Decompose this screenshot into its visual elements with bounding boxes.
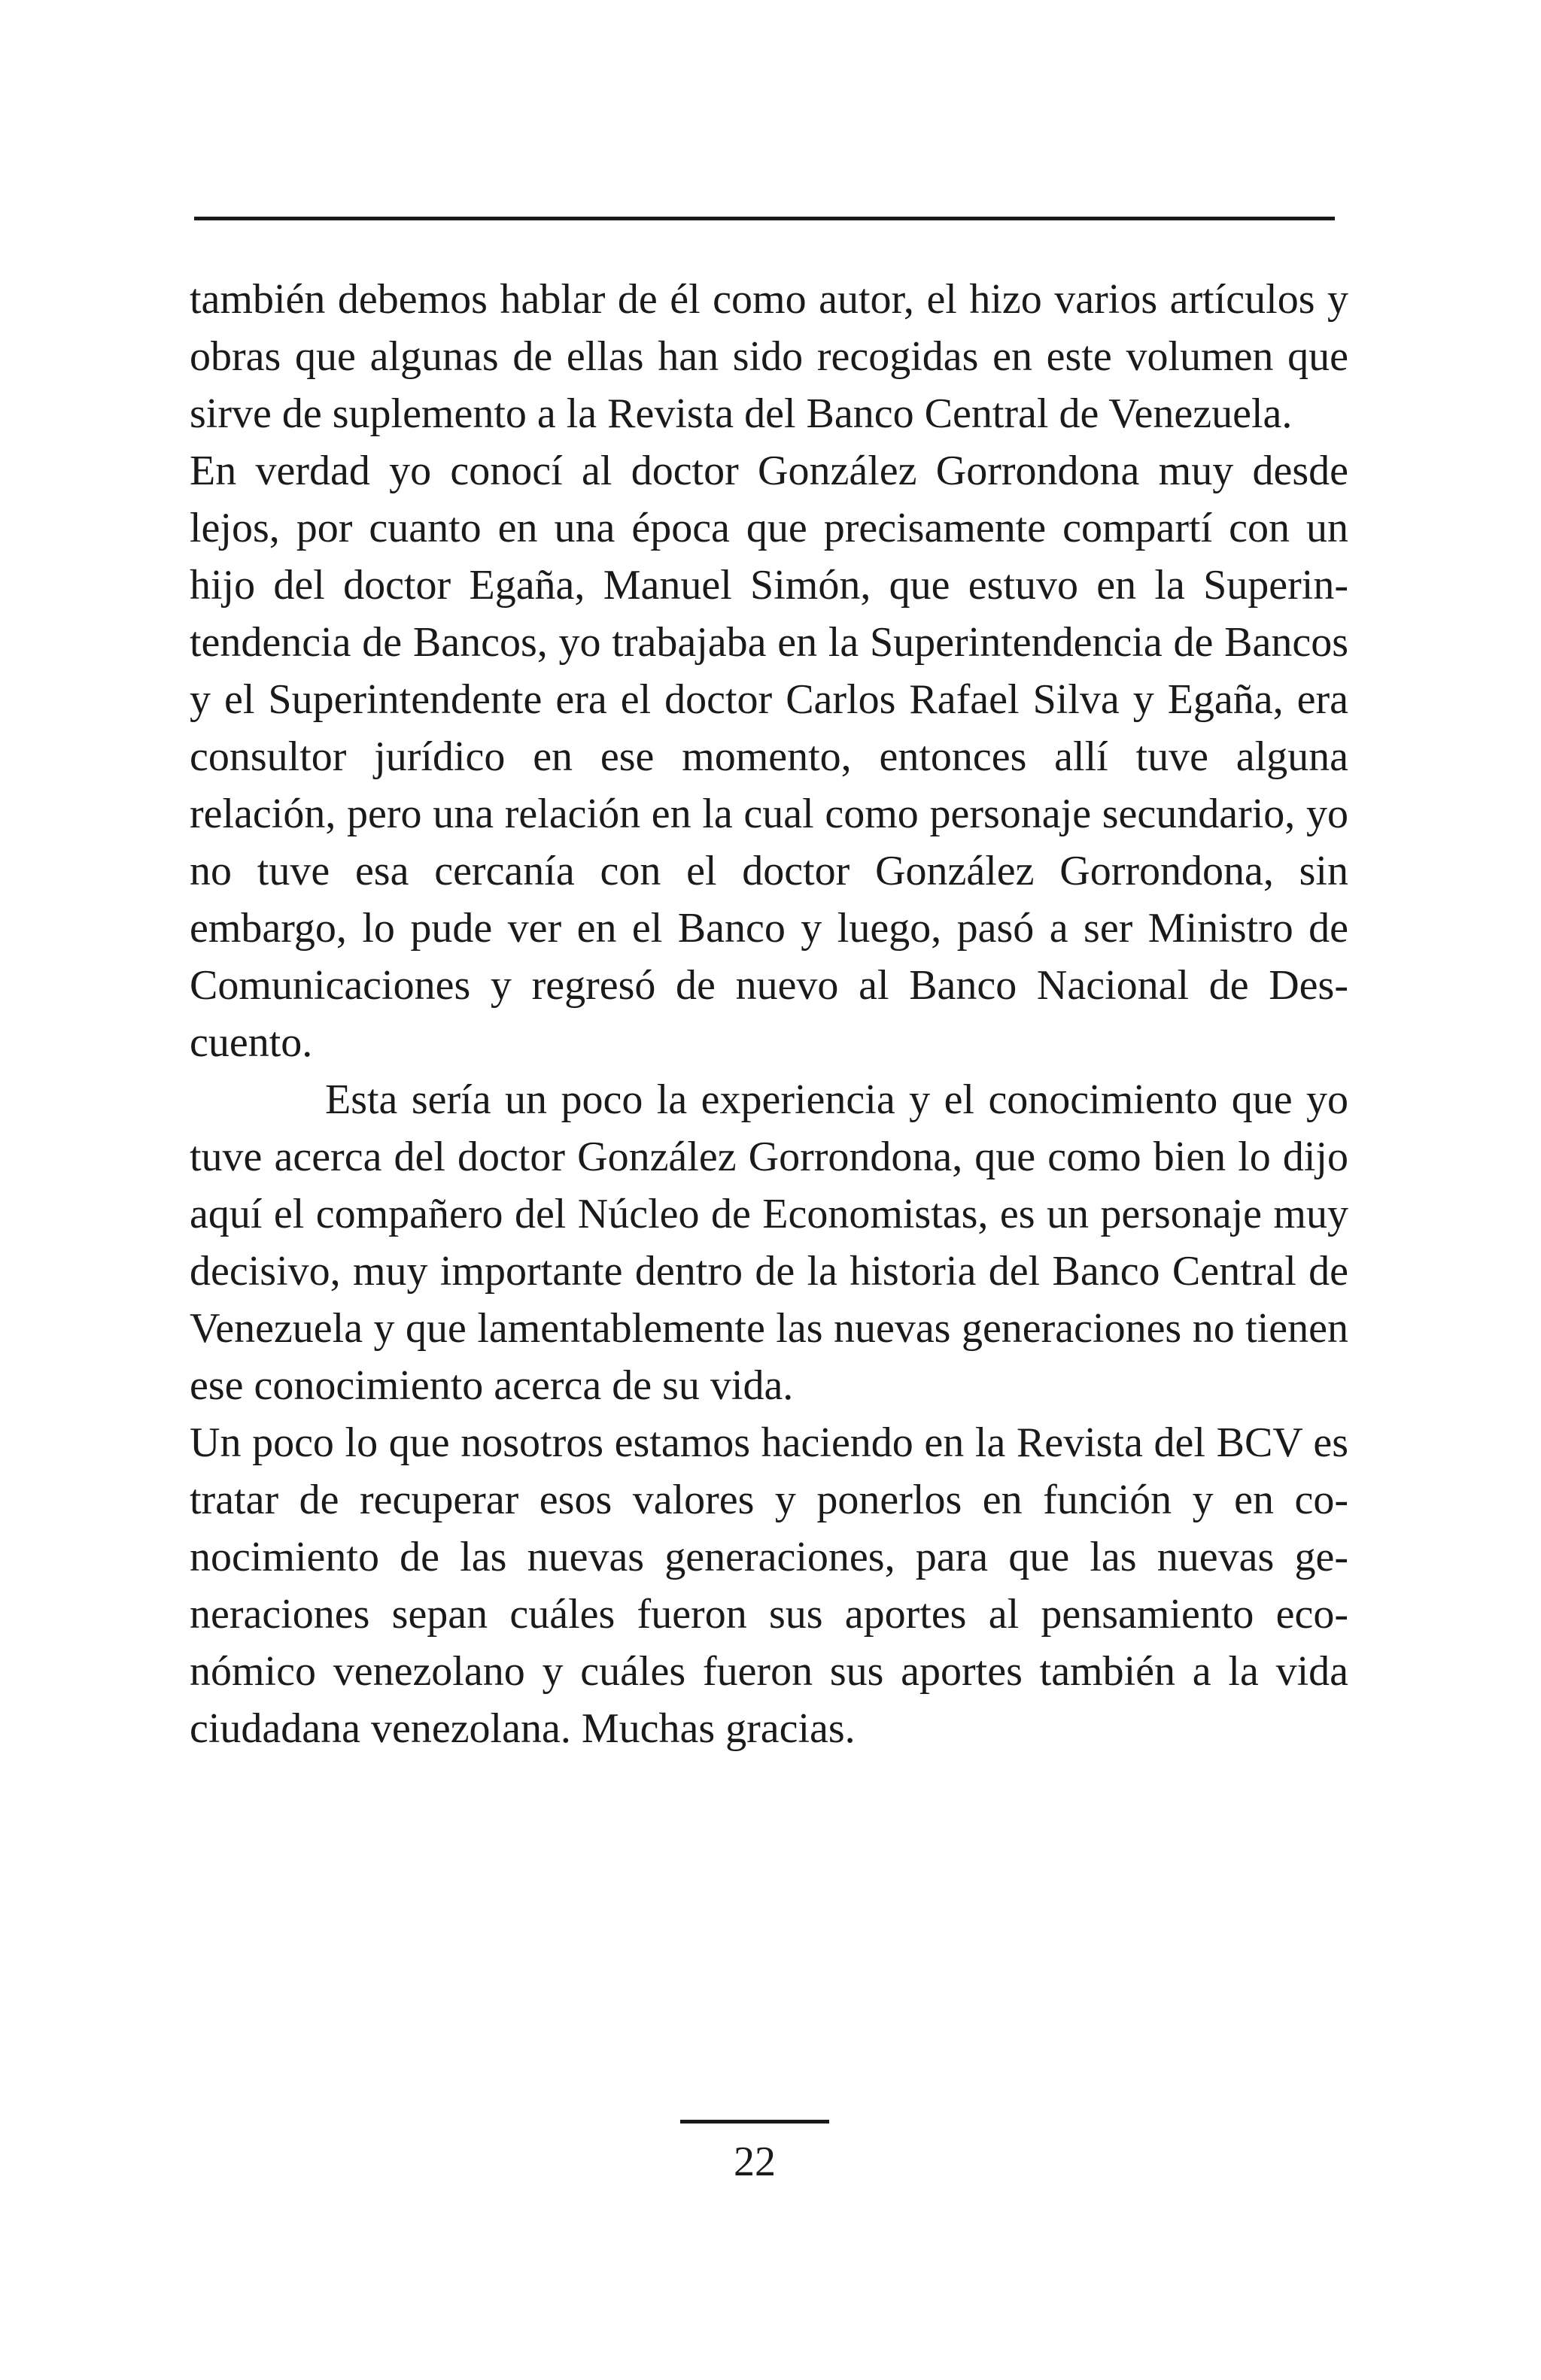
paragraph-4: Un poco lo que nosotros estamos haciendo en la Revista del BCV es tratar de recuperar esos valores y ponerlos en función y en conocimiento de las nuevas generaciones, para que las nuevas generaciones sepan cuáles fueron sus aportes al pensamiento económico venezolano y cuáles fueron sus aportes también a la vida ciudadana venezolana. Muchas gracias. [190, 1419, 1348, 1752]
paragraph-2: En verdad yo conocí al doctor González Gorrondona muy desde lejos, por cuanto en una época que precisamente compartí con un hijo del doctor Egaña, Manuel Simón, que estuvo en la Superintendencia de Bancos, yo trabajaba en la Superintendencia de Bancos y el Superintendente era el doctor Carlos Rafael Silva y Egaña, era consultor jurídico en ese momento, entonces allí tuve alguna relación, pero una relación en la cual como personaje secundario, yo no tuve esa cercanía con el doctor González Gorrondona, sin embargo, lo pude ver en el Banco y luego, pasó a ser Ministro de Comunicaciones y regresó de nuevo al Banco Nacional de Descuento. [190, 448, 1348, 1066]
body-text [190, 271, 1348, 1757]
footer-rule [680, 2120, 829, 2123]
header-rule [194, 217, 1335, 220]
paragraph-1: también debemos hablar de él como autor, el hizo varios artículos y obras que algunas de ellas han sido recogidas en este volumen que sirve de suplemento a la Revista del Banco Central de Venezuela. [190, 276, 1348, 437]
page-number: 22 [734, 2139, 776, 2185]
paragraph-3: Esta sería un poco la experiencia y el conocimiento que yo tuve acerca del doctor González Gorrondona, que como bien lo dijo aquí el compañero del Núcleo de Economistas, es un personaje muy decisivo, muy importante dentro de la historia del Banco Central de Venezuela y que lamentablemente las nuevas generaciones no tienen ese conocimiento acerca de su vida. [190, 1076, 1348, 1409]
